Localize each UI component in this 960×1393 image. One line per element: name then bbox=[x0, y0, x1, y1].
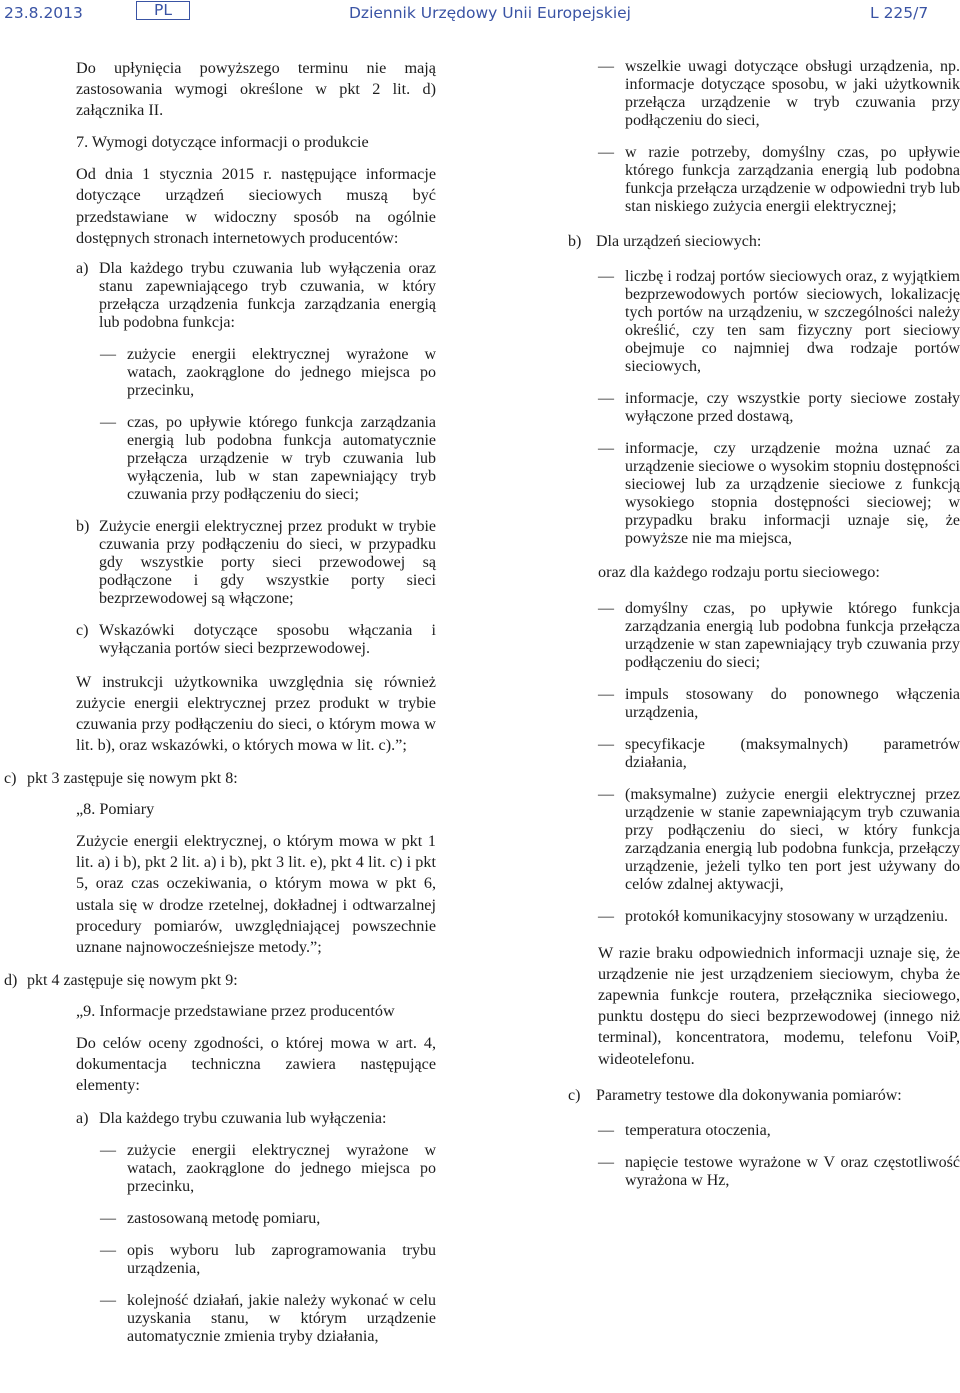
dash-marker: — bbox=[598, 58, 614, 75]
dash-marker: — bbox=[598, 1153, 614, 1171]
measurement-title: „8. Pomiary bbox=[76, 800, 155, 819]
item-a bbox=[76, 260, 436, 332]
list-item bbox=[598, 908, 960, 926]
instruction-paragraph: W instrukcji użytkownika uwzględnia się również zużycie energii elektrycznej przez produkt w trybie czuwania przy podłączeniu do sieci, o którym mowa w lit. b), oraz wskazówki, o których mowa w lit. c).”; bbox=[76, 672, 436, 755]
publication-date: 23.8.2013 bbox=[4, 4, 83, 22]
section-7-title: 7. Wymogi dotyczące informacji o produkcie bbox=[76, 133, 369, 152]
list-item bbox=[100, 1142, 436, 1196]
absence-paragraph: W razie braku odpowiednich informacji uznaje się, że urządzenie nie jest urządzeniem sieciowym, chyba że zapewnia funkcje routera, przełącznika sieciowego, punktu dostępu do sieci bezprzewodowej (innego niż terminal), koncentratora, modemu, telefonu VoiP, wideotelefonu. bbox=[598, 944, 960, 1068]
list-item-text: napięcie testowe wyrażone w V oraz częstotliwość wyrażona w Hz, bbox=[625, 1153, 960, 1189]
port-intro: oraz dla każdego rodzaju portu sieciowego: bbox=[598, 563, 880, 581]
right-item-c bbox=[568, 1087, 960, 1105]
list-item-text: w razie potrzeby, domyślny czas, po upływie którego funkcja zarządzania energią lub podobna funkcja przełącza urządzenie w odpowiedni tryb lub stan niskiego zużycia energii elektrycznej; bbox=[625, 144, 960, 215]
list-item bbox=[598, 144, 960, 216]
list-item bbox=[598, 440, 960, 548]
dash-marker: — bbox=[100, 413, 116, 431]
item-a-text: Dla każdego trybu czuwania lub wyłączenia oraz stanu zapewniającego tryb czuwania, w który przełącza urządzenia funkcja zarządzania energią lub podobna funkcja: bbox=[99, 259, 436, 331]
list-item-text: temperatura otoczenia, bbox=[625, 1121, 771, 1139]
right-item-b bbox=[568, 233, 960, 251]
point-c bbox=[4, 770, 436, 788]
dash-marker: — bbox=[598, 736, 614, 754]
list-item-text: opis wyboru lub zaprogramowania trybu urządzenia, bbox=[127, 1242, 436, 1278]
item-c-text: Wskazówki dotyczące sposobu włączania i wyłączania portów sieci bezprzewodowej. bbox=[99, 621, 436, 657]
list-item bbox=[598, 736, 960, 772]
list-item-text: domyślny czas, po upływie którego funkcja zarządzania energią lub podobna funkcja przełącza urządzenie w stan zapewniający tryb czuwania przy podłączeniu do sieci; bbox=[625, 600, 960, 672]
item-c-label: c) bbox=[76, 621, 89, 639]
list-item bbox=[100, 1292, 436, 1346]
item-b-text: Zużycie energii elektrycznej przez produkt w trybie czuwania przy podłączeniu do sieci, w przypadku gdy wszystkie porty sieci przewodowej są podłączone i gdy wszystkie porty sieci bezprzewodowej są włączone; bbox=[99, 517, 436, 607]
dash-marker: — bbox=[100, 1242, 116, 1260]
list-item bbox=[100, 346, 436, 400]
journal-title: Dziennik Urzędowy Unii Europejskiej bbox=[349, 4, 631, 22]
dash-marker: — bbox=[598, 600, 614, 618]
info-item-a-text: Dla każdego trybu czuwania lub wyłączenia: bbox=[99, 1110, 387, 1128]
left-column bbox=[4, 58, 436, 1346]
list-item bbox=[598, 390, 960, 426]
list-item-text: specyfikacje (maksymalnych) parametrów działania, bbox=[625, 736, 960, 772]
list-item bbox=[598, 786, 960, 894]
dash-marker: — bbox=[100, 1142, 116, 1160]
dash-marker: — bbox=[100, 1292, 116, 1310]
right-item-b-text: Dla urządzeń sieciowych: bbox=[596, 233, 762, 250]
list-item-text: informacje, czy wszystkie porty sieciowe zostały wyłączone przed dostawą, bbox=[625, 390, 960, 425]
dash-marker: — bbox=[100, 345, 116, 363]
dash-marker: — bbox=[598, 144, 614, 161]
language-badge: PL bbox=[136, 1, 190, 20]
dash-marker: — bbox=[598, 268, 614, 285]
item-b-label: b) bbox=[76, 517, 90, 535]
list-item-text: kolejność działań, jakie należy wykonać w celu uzyskania stanu, w którym urządzenie automatycznie zmienia tryby działania, bbox=[127, 1292, 436, 1346]
list-item-text: zużycie energii elektrycznej wyrażone w watach, zaokrąglone do jednego miejsca po przecinku, bbox=[127, 345, 436, 399]
list-item-text: impuls stosowany do ponownego włączenia urządzenia, bbox=[625, 686, 960, 722]
point-c-text: pkt 3 zastępuje się nowym pkt 8: bbox=[27, 770, 238, 788]
page-header bbox=[0, 0, 960, 34]
list-item-text: (maksymalne) zużycie energii elektrycznej przez urządzenie w stanie zapewniającym tryb czuwania przy podłączeniu do sieci, w który funkcja zarządzania energią lub podobna funkcja, przełączy urządzenie, jeżeli tylko ten port jest używany do celów zdalnej aktywacji, bbox=[625, 786, 960, 894]
dash-marker: — bbox=[598, 786, 614, 804]
list-item-text: wszelkie uwagi dotyczące obsługi urządzenia, np. informacje dotyczące sposobu, w jaki użytkownik przełącza urządzenie w tryb czuwania przy podłączeniu do sieci, bbox=[625, 58, 960, 129]
item-c bbox=[76, 622, 436, 658]
info-title: „9. Informacje przedstawiane przez producentów bbox=[76, 1001, 395, 1020]
page-reference: L 225/7 bbox=[870, 4, 929, 22]
list-item-text: zastosowaną metodę pomiaru, bbox=[127, 1210, 321, 1228]
point-d-label: d) bbox=[4, 971, 18, 989]
info-text: Do celów oceny zgodności, o której mowa w art. 4, dokumentacja techniczna zawiera następujące elementy: bbox=[76, 1033, 436, 1095]
dash-marker: — bbox=[598, 686, 614, 704]
list-item bbox=[100, 414, 436, 504]
right-item-c-text: Parametry testowe dla dokonywania pomiarów: bbox=[596, 1086, 902, 1104]
dash-marker: — bbox=[598, 390, 614, 407]
list-item-text: zużycie energii elektrycznej wyrażone w watach, zaokrąglone do jednego miejsca po przecinku, bbox=[127, 1142, 436, 1196]
dash-marker: — bbox=[598, 440, 614, 457]
list-item bbox=[100, 1242, 436, 1278]
item-a-label: a) bbox=[76, 259, 89, 277]
right-item-b-label: b) bbox=[568, 233, 582, 250]
point-d-text: pkt 4 zastępuje się nowym pkt 9: bbox=[27, 971, 238, 989]
right-column bbox=[550, 58, 960, 1190]
point-d bbox=[4, 972, 436, 990]
info-item-a bbox=[76, 1110, 436, 1128]
section-7-text: Od dnia 1 stycznia 2015 r. następujące informacje dotyczące urządzeń sieciowych muszą być przedstawiane w widoczny sposób na ogólnie dostępnych stronach internetowych producentów: bbox=[76, 165, 436, 247]
list-item-text: liczbę i rodzaj portów sieciowych oraz, z wyjątkiem bezprzewodowych portów sieciowych, lokalizację tych portów na urządzeniu, w szczególności należy określić, czy ten sam fizyczny port sieciowy obejmuje co najmniej dwa rodzaje portów sieciowych, bbox=[625, 268, 960, 375]
right-item-c-label: c) bbox=[568, 1086, 581, 1104]
list-item bbox=[598, 686, 960, 722]
list-item bbox=[598, 1122, 960, 1140]
list-item bbox=[598, 600, 960, 672]
list-item bbox=[598, 1154, 960, 1190]
list-item-text: protokół komunikacyjny stosowany w urządzeniu. bbox=[625, 908, 949, 926]
dash-marker: — bbox=[598, 908, 614, 926]
info-item-a-label: a) bbox=[76, 1110, 89, 1128]
item-b bbox=[76, 518, 436, 608]
list-item bbox=[598, 58, 960, 130]
point-c-label: c) bbox=[4, 770, 17, 788]
dash-marker: — bbox=[100, 1210, 116, 1228]
dash-marker: — bbox=[598, 1121, 614, 1139]
list-item bbox=[100, 1210, 436, 1228]
list-item-text: informacje, czy urządzenie można uznać za urządzenie sieciowe o wysokim stopniu dostępności sieciowej lub za urządzenie sieciowe z funkcją wysokiego stopnia dostępności sieciowej; w przypadku braku informacji uznaje się, że powyższe nie ma miejsca, bbox=[625, 440, 960, 547]
measurement-text: Zużycie energii elektrycznej, o którym mowa w pkt 1 lit. a) i b), pkt 2 lit. a) i b), pkt 3 lit. e), pkt 4 lit. c) i pkt 5, oraz czas oczekiwania, o którym mowa w pkt 6, ustala się w drodze rzetelnej, dokładnej i odtwarzalnej procedury pomiarów, uwzględniającej powszechnie uznane najnowocześniejsze metody.”; bbox=[76, 832, 436, 956]
intro-paragraph: Do upłynięcia powyższego terminu nie mają zastosowania wymogi określone w pkt 2 lit. d) załącznika II. bbox=[76, 59, 436, 120]
list-item bbox=[598, 268, 960, 376]
list-item-text: czas, po upływie którego funkcja zarządzania energią lub podobna funkcja automatycznie przełącza urządzenie w tryb czuwania lub wyłączenia, lub w stan zapewniający tryb czuwania przy podłączeniu do sieci; bbox=[127, 413, 436, 503]
